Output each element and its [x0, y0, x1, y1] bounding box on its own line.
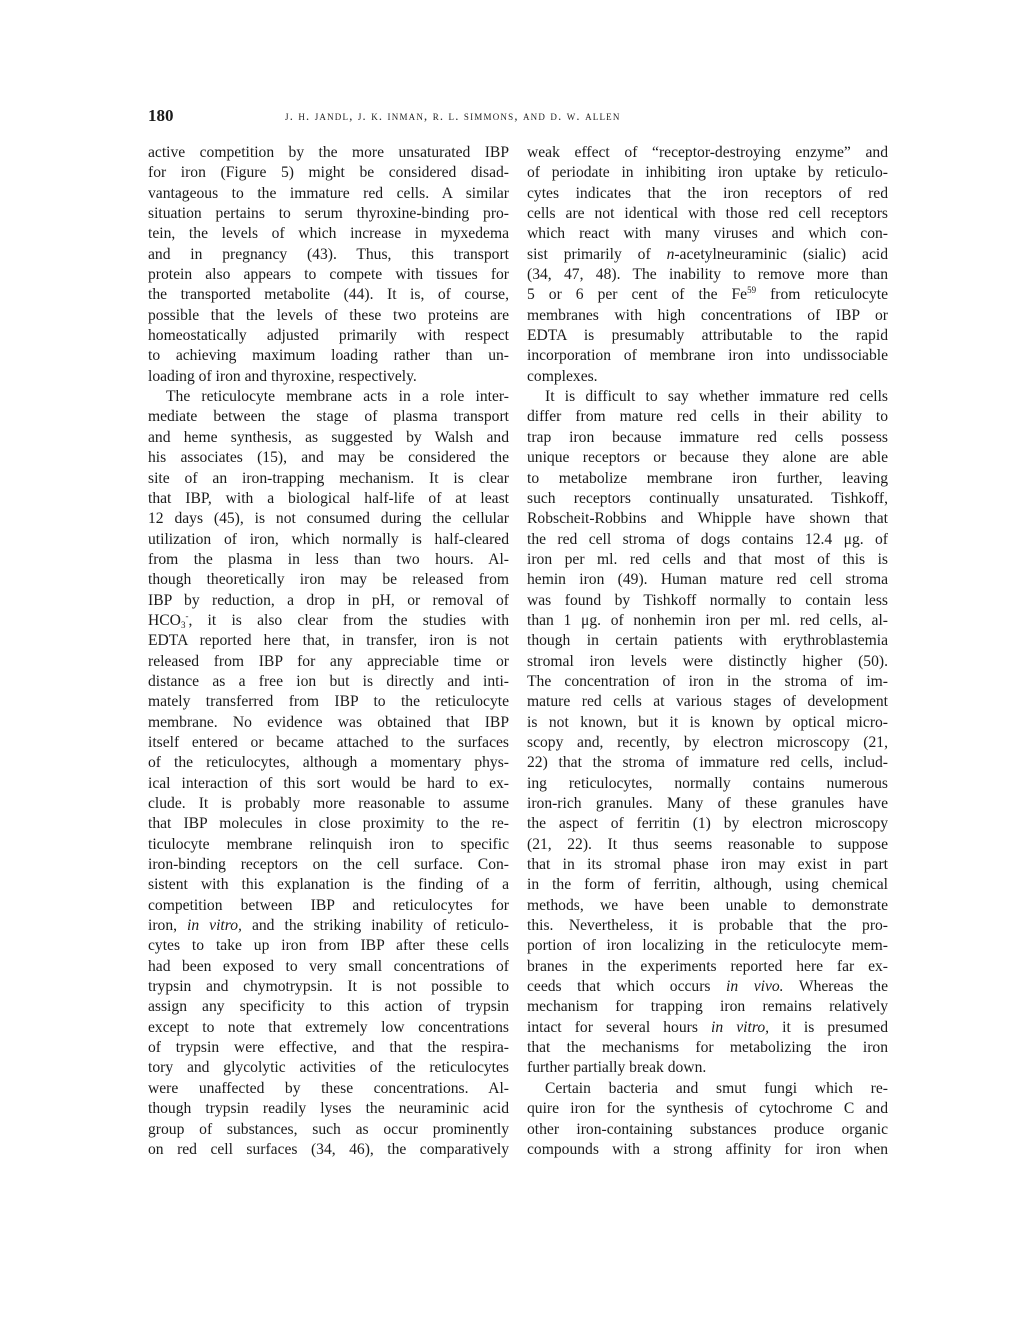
text-line: is not known, but it is known by optical micro- [527, 713, 888, 731]
text-line: of periodate in inhibiting iron uptake by reticulo- [527, 164, 888, 182]
text-line: ticulocyte membrane relinquish iron to specific [148, 835, 509, 853]
text-segment: iron, [148, 917, 188, 935]
text-line: weak effect of “receptor-destroying enzyme” and [527, 144, 888, 161]
text-line: the red cell stroma of dogs contains 12.4 μg. of [527, 530, 888, 548]
text-line: was found by Tishkoff normally to contain less [527, 591, 888, 609]
text-line: the aspect of ferritin (1) by electron microscopy [527, 815, 888, 833]
text-line: iron per ml. red cells and that most of this is [527, 550, 888, 568]
text-line: EDTA is presumably attributable to the rapid [527, 327, 888, 345]
text-line: ing reticulocytes, normally contains numerous [527, 774, 888, 792]
text-line: though trypsin readily lyses the neuraminic acid [148, 1100, 509, 1118]
text-line: sistent with this explanation is the finding of a [148, 876, 509, 894]
text-line: though in certain patients with erythroblastemia [527, 632, 888, 650]
text-segment: 5 or 6 per cent of the Fe [527, 286, 748, 304]
text-line: mediate between the stage of plasma transport [148, 408, 509, 426]
text-segment: ceeds that which occurs [527, 978, 727, 996]
text-line: iron-rich granules. Many of these granules have [527, 795, 888, 812]
text-line [527, 977, 888, 997]
text-segment: Whereas the [783, 978, 888, 996]
text-line: unique receptors or because they alone are able [527, 449, 888, 467]
text-line: from the plasma in less than two hours. Al- [148, 550, 509, 568]
text-line: site of an iron-trapping mechanism. It is clear [148, 469, 509, 487]
text-line: in the form of ferritin, although, using chemical [527, 876, 888, 894]
page-number: 180 [148, 106, 174, 125]
paragraph [527, 387, 888, 1079]
text-line: It is difficult to say whether immature red cells [545, 388, 888, 406]
text-line: Certain bacteria and smut fungi which re- [545, 1079, 888, 1097]
text-line: such receptors continually unsaturated. Tishkoff, [527, 489, 888, 507]
text-line: (34, 47, 48). The inability to remove more than [527, 266, 888, 284]
text-line: to achieving maximum loading rather than un- [148, 347, 509, 365]
text-line [148, 611, 509, 631]
text-line: protein also appears to compete with tissues for [148, 266, 509, 284]
text-line: trap iron because immature red cells possess [527, 428, 888, 446]
superscript: 59 [747, 285, 757, 296]
superscript: - [185, 610, 189, 621]
text-line: 12 days (45), is not consumed during the cellular [148, 510, 509, 528]
text-line: (21, 22). It thus seems reasonable to suppose [527, 835, 888, 853]
text-segment: it is presumed [769, 1018, 888, 1036]
italic-text: n [666, 245, 675, 263]
text-line: distance as a free ion but is directly and inti- [148, 672, 509, 690]
text-line: ical interaction of this sort would be hard to ex- [148, 774, 509, 792]
text-line: homeostatically adjusted primarily with respect [148, 327, 509, 345]
text-line: that in its stromal phase iron may exist in part [527, 856, 888, 874]
text-line: and in pregnancy (43). Thus, this transport [148, 245, 509, 263]
text-line: trypsin and chymotrypsin. It is not possible to [148, 978, 509, 996]
text-line: methods, we have been unable to demonstrate [527, 896, 888, 914]
text-line: to metabolize membrane iron further, leaving [527, 469, 888, 487]
right-column [527, 143, 888, 1160]
subscript: 3 [180, 619, 186, 630]
text-line: IBP by reduction, a drop in pH, or removal of [148, 591, 509, 609]
text-line: that the mechanisms for metabolizing the iron [527, 1039, 888, 1057]
text-line: itself entered or became attached to the surfaces [148, 733, 509, 751]
text-line: that IBP molecules in close proximity to the re- [148, 815, 509, 833]
text-line: on red cell surfaces (34, 46), the comparatively [148, 1140, 509, 1158]
text-line: for iron (Figure 5) might be considered disad- [148, 164, 509, 182]
text-line: cytes to take up iron from IBP after these cells [148, 937, 509, 955]
text-line: The reticulocyte membrane acts in a role inter- [166, 388, 509, 406]
text-line: his associates (15), and may be considered the [148, 449, 509, 467]
text-segment: intact for several hours [527, 1018, 712, 1036]
text-line: which react with many viruses and which con- [527, 225, 888, 243]
text-line: utilization of iron, which normally is half-cleared [148, 530, 509, 548]
text-line: hemin iron (49). Human mature red cell stroma [527, 571, 888, 589]
text-line: of the reticulocytes, although a momentary phys- [148, 754, 509, 772]
text-line: other iron-containing substances produce organic [527, 1120, 888, 1138]
text-line: cells are not identical with those red cell receptors [527, 205, 888, 223]
text-segment: , it is also clear from the studies with [188, 611, 509, 629]
italic-text: in vivo. [726, 978, 784, 996]
text-line: differ from mature red cells in their ability to [527, 408, 888, 426]
text-line: scopy and, recently, by electron microscopy (21, [527, 733, 888, 751]
text-segment: HCO [148, 611, 181, 629]
text-line: Robscheit-Robbins and Whipple have shown that [527, 510, 888, 528]
text-line: membrane. No evidence was obtained that IBP [148, 713, 509, 731]
text-line: this. Nevertheless, it is probable that the pro- [527, 917, 888, 935]
text-line: had been exposed to very small concentrations of [148, 957, 509, 975]
text-line: and heme synthesis, as suggested by Walsh and [148, 428, 509, 446]
text-line [148, 916, 509, 936]
text-line: vantageous to the immature red cells. A similar [148, 184, 509, 202]
text-line [527, 1018, 888, 1038]
text-line: quire iron for the synthesis of cytochrome C and [527, 1100, 888, 1118]
text-line: The concentration of iron in the stroma of im- [527, 672, 888, 690]
text-line: assign any specificity to this action of trypsin [148, 998, 509, 1016]
text-line: branes in the experiments reported here far ex- [527, 957, 888, 975]
text-line: EDTA reported here that, in transfer, iron is not [148, 632, 509, 650]
text-line: group of substances, such as occur prominently [148, 1120, 509, 1138]
left-column [148, 143, 509, 1160]
text-segment: -acetylneuraminic (sialic) acid [674, 245, 888, 263]
text-line: iron-binding receptors on the cell surface. Con- [148, 856, 509, 874]
text-line: tory and glycolytic activities of the reticulocytes [148, 1059, 509, 1077]
text-line: the transported metabolite (44). It is, of course, [148, 286, 509, 304]
text-line: 22) that the stroma of immature red cells, includ- [527, 754, 888, 772]
text-line: incorporation of membrane iron into undissociable [527, 347, 888, 365]
text-line: portion of iron localizing in the reticulocyte mem- [527, 937, 888, 955]
text-line: except to note that extremely low concentrations [148, 1018, 509, 1036]
running-head: j. h. jandl, j. k. inman, r. l. simmons, and d. w. allen [285, 109, 621, 123]
paragraph [527, 143, 888, 387]
text-line: clude. It is probably more reasonable to assume [148, 795, 509, 812]
paragraph [148, 387, 509, 1160]
text-line: of trypsin were effective, and that the respira- [148, 1039, 509, 1057]
italic-text: in vitro, [187, 917, 242, 935]
text-line [527, 245, 888, 265]
text-line: mately transferred from IBP to the reticulocyte [148, 693, 509, 711]
text-segment: sist primarily of [527, 245, 667, 263]
text-line: compounds with a strong affinity for iron when [527, 1140, 888, 1158]
text-line: possible that the levels of these two proteins are [148, 306, 509, 324]
text-line: though theoretically iron may be released from [148, 571, 509, 589]
text-line: that IBP, with a biological half-life of at least [148, 489, 509, 507]
text-line: mechanism for trapping iron remains relatively [527, 998, 888, 1016]
text-line: released from IBP for any appreciable time or [148, 652, 509, 670]
paragraph [527, 1079, 888, 1160]
text-line: tein, the levels of which increase in myxedema [148, 225, 509, 243]
text-line: than 1 μg. of nonhemin iron per ml. red cells, al- [527, 611, 888, 629]
italic-text: in vitro, [711, 1018, 770, 1036]
text-line: mature red cells at various stages of development [527, 693, 888, 711]
text-line: competition between IBP and reticulocytes for [148, 896, 509, 914]
text-line: active competition by the more unsaturated IBP [148, 144, 509, 161]
text-line: further partially break down. [527, 1059, 707, 1077]
text-line: complexes. [527, 367, 598, 385]
text-line: stromal iron levels were distinctly higher (50). [527, 652, 888, 670]
text-segment: and the striking inability of reticulo- [241, 917, 509, 935]
text-line: situation pertains to serum thyroxine-binding pro- [148, 205, 509, 223]
text-line [527, 285, 888, 305]
text-line: membranes with high concentrations of IBP or [527, 306, 888, 324]
text-line: loading of iron and thyroxine, respectively. [148, 367, 417, 385]
text-line: cytes indicates that the iron receptors of red [527, 184, 888, 202]
text-segment: from reticulocyte [756, 286, 888, 304]
text-line: were unaffected by these concentrations. Al- [148, 1079, 509, 1097]
paragraph [148, 143, 509, 387]
